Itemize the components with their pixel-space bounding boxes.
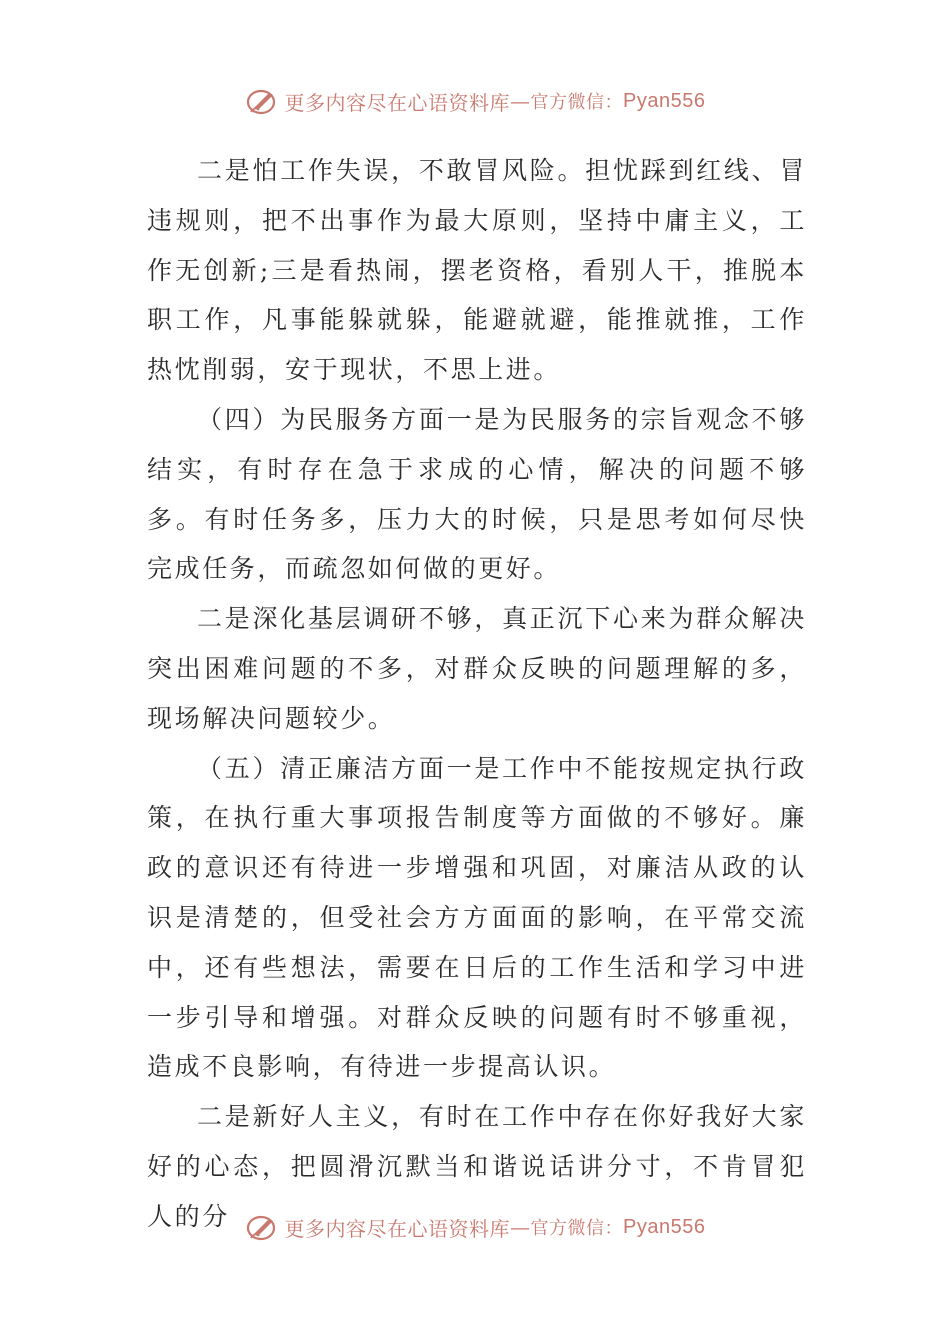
- watermark-label: 官方微信：: [530, 1218, 624, 1239]
- pen-logo-icon: [245, 1212, 281, 1242]
- footer-watermark: [0, 1212, 950, 1242]
- document-body: [147, 146, 807, 1242]
- watermark-brand: 更多内容尽在心语资料库: [284, 90, 511, 115]
- header-watermark: [0, 86, 950, 116]
- watermark-separator: —: [510, 89, 531, 113]
- watermark-label: 官方微信：: [530, 92, 624, 113]
- paragraph-5: 二是新好人主义，有时在工作中存在你好我好大家好的心态，把圆滑沉默当和谐说话讲分寸，不肯冒犯人的分: [147, 1102, 807, 1231]
- pen-logo-icon: [245, 86, 281, 116]
- watermark-wechat-id: Pyan556: [623, 89, 706, 112]
- watermark-wechat-id: Pyan556: [623, 1215, 706, 1238]
- paragraph-1: 二是怕工作失误，不敢冒风险。担忧踩到红线、冒违规则，把不出事作为最大原则，坚持中庸主义，工作无创新;三是看热闹，摆老资格，看别人干，推脱本职工作，凡事能躲就躲，能避就避，能推就推，工作热忱削弱，安于现状，不思上进。: [147, 156, 807, 385]
- paragraph-2: （四）为民服务方面一是为民服务的宗旨观念不够结实，有时存在急于求成的心情，解决的问题不够多。有时任务多，压力大的时候，只是思考如何尽快完成任务，而疏忽如何做的更好。: [147, 404, 807, 584]
- watermark-separator: —: [510, 1215, 531, 1239]
- paragraph-3: 二是深化基层调研不够，真正沉下心来为群众解决突出困难问题的不多，对群众反映的问题理解的多，现场解决问题较少。: [147, 604, 807, 733]
- paragraph-4: （五）清正廉洁方面一是工作中不能按规定执行政策，在执行重大事项报告制度等方面做的不够好。廉政的意识还有待进一步增强和巩固，对廉洁从政的认识是清楚的，但受社会方方面面的影响，在平常交流中，还有些想法，需要在日后的工作生活和学习中进一步引导和增强。对群众反映的问题有时不够重视，造成不良影响，有待进一步提高认识。: [147, 753, 807, 1082]
- watermark-brand: 更多内容尽在心语资料库: [284, 1216, 511, 1241]
